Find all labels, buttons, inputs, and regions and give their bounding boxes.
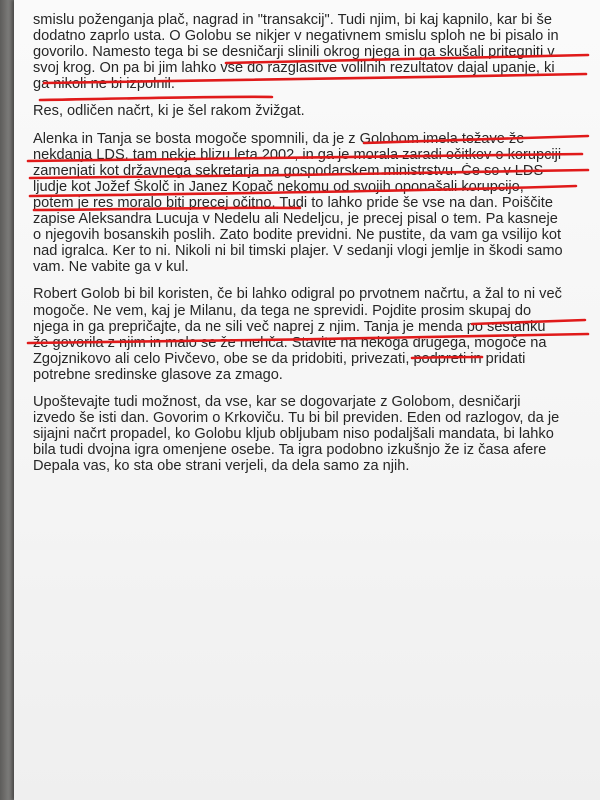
text-line: nekdanja LDS, tam nekje blizu leta 2002, in ga je morala zaradi očitkov o korupciji [33, 146, 562, 163]
paragraph [33, 394, 591, 474]
text-line: zapise Aleksandra Lucuja v Nedelu ali Nedeljcu, je precej pisal o tem. Pa kasneje [33, 211, 558, 228]
text-line: ljudje kot Jožef Školč in Janez Kopač nekomu od svojih oponašali korupcijo, [33, 178, 524, 195]
text-line: Depala vas, ko sta obe strani verjeli, da dela samo za njih. [33, 458, 410, 475]
text-line: svoj krog. On pa bi jim lahko vse do razglasitve volilnih rezultatov dajal upanje, ki [33, 60, 555, 77]
paragraph [33, 286, 591, 383]
text-line: že govorila z njim in malo se že mehča. Stavite na nekoga drugega, mogoče na [33, 334, 547, 351]
text-line: Zgojznikovo ali celo Pivčevo, obe se da pridobiti, privezati, podpreti in pridati [33, 350, 526, 367]
paragraph [33, 131, 591, 276]
text-line: izvedo še isti dan. Govorim o Krkoviču. Tu bi bil previden. Eden od razlogov, da je [33, 410, 560, 427]
text-line: nad igralca. Ker to ni. Nikoli ni bil timski plajer. V sedanji vlogi jemlje in škodi samo [33, 243, 563, 260]
text-line: Upoštevajte tudi možnost, da vse, kar se dogovarjate z Golobom, desničarji [33, 393, 521, 410]
paragraph [33, 12, 591, 92]
text-line: ga nikoli ne bi izpolnil. [33, 76, 175, 93]
text-line: smislu poženganja plač, nagrad in "transakcij". Tudi njim, bi kaj kapnilo, kar bi še [33, 12, 552, 28]
text-line: dodatno zaprlo usta. O Golobu se nikjer v negativnem smislu sploh ne bi pisalo in [33, 28, 559, 45]
paragraph [33, 103, 591, 119]
text-line: zamenjati kot državnega sekretarja na gospodarskem ministrstvu. Če so v LDS [33, 162, 544, 179]
text-line: Alenka in Tanja se bosta mogoče spomnili, da je z Golobom imela težave že [33, 130, 525, 147]
text-line: mogoče. Ne vem, kaj je Milanu, da tega ne sprevidi. Pojdite prosim skupaj do [33, 302, 532, 319]
text-line: vam. Ne vabite ga v kul. [33, 259, 189, 276]
document-text [33, 12, 591, 485]
text-line: bila tudi dvojna igra omenjene osebe. Ta igra podobno izkušnjo že iz časa afere [33, 442, 547, 459]
text-line: Robert Golob bi bil koristen, če bi lahko odigral po prvotnem načrtu, a žal to ni več [33, 286, 562, 303]
text-line: Res, odličen načrt, ki je šel rakom žvižgat. [33, 103, 305, 120]
text-line: njega in ga prepričajte, da ne sili več naprej z njim. Tanja je menda po sestanku [33, 318, 546, 335]
paper-sheet [14, 0, 600, 800]
text-line: sijajni načrt propadel, ko Golobu kljub obljubam niso podaljšali mandata, bi lahko [33, 426, 554, 443]
text-line: o njegovih bosanskih poslih. Zato bodite previdni. Ne pustite, da vam ga vsilijo kot [33, 227, 562, 244]
text-line: potem je res moralo biti precej očitno. Tudi to lahko pride še vse na dan. Poiščite [33, 194, 553, 211]
text-line: govorilo. Namesto tega bi se desničarji slinili okrog njega in ga skušali pritegniti v [33, 44, 555, 61]
text-line: potrebne sredinske glasove za zmago. [33, 366, 283, 383]
